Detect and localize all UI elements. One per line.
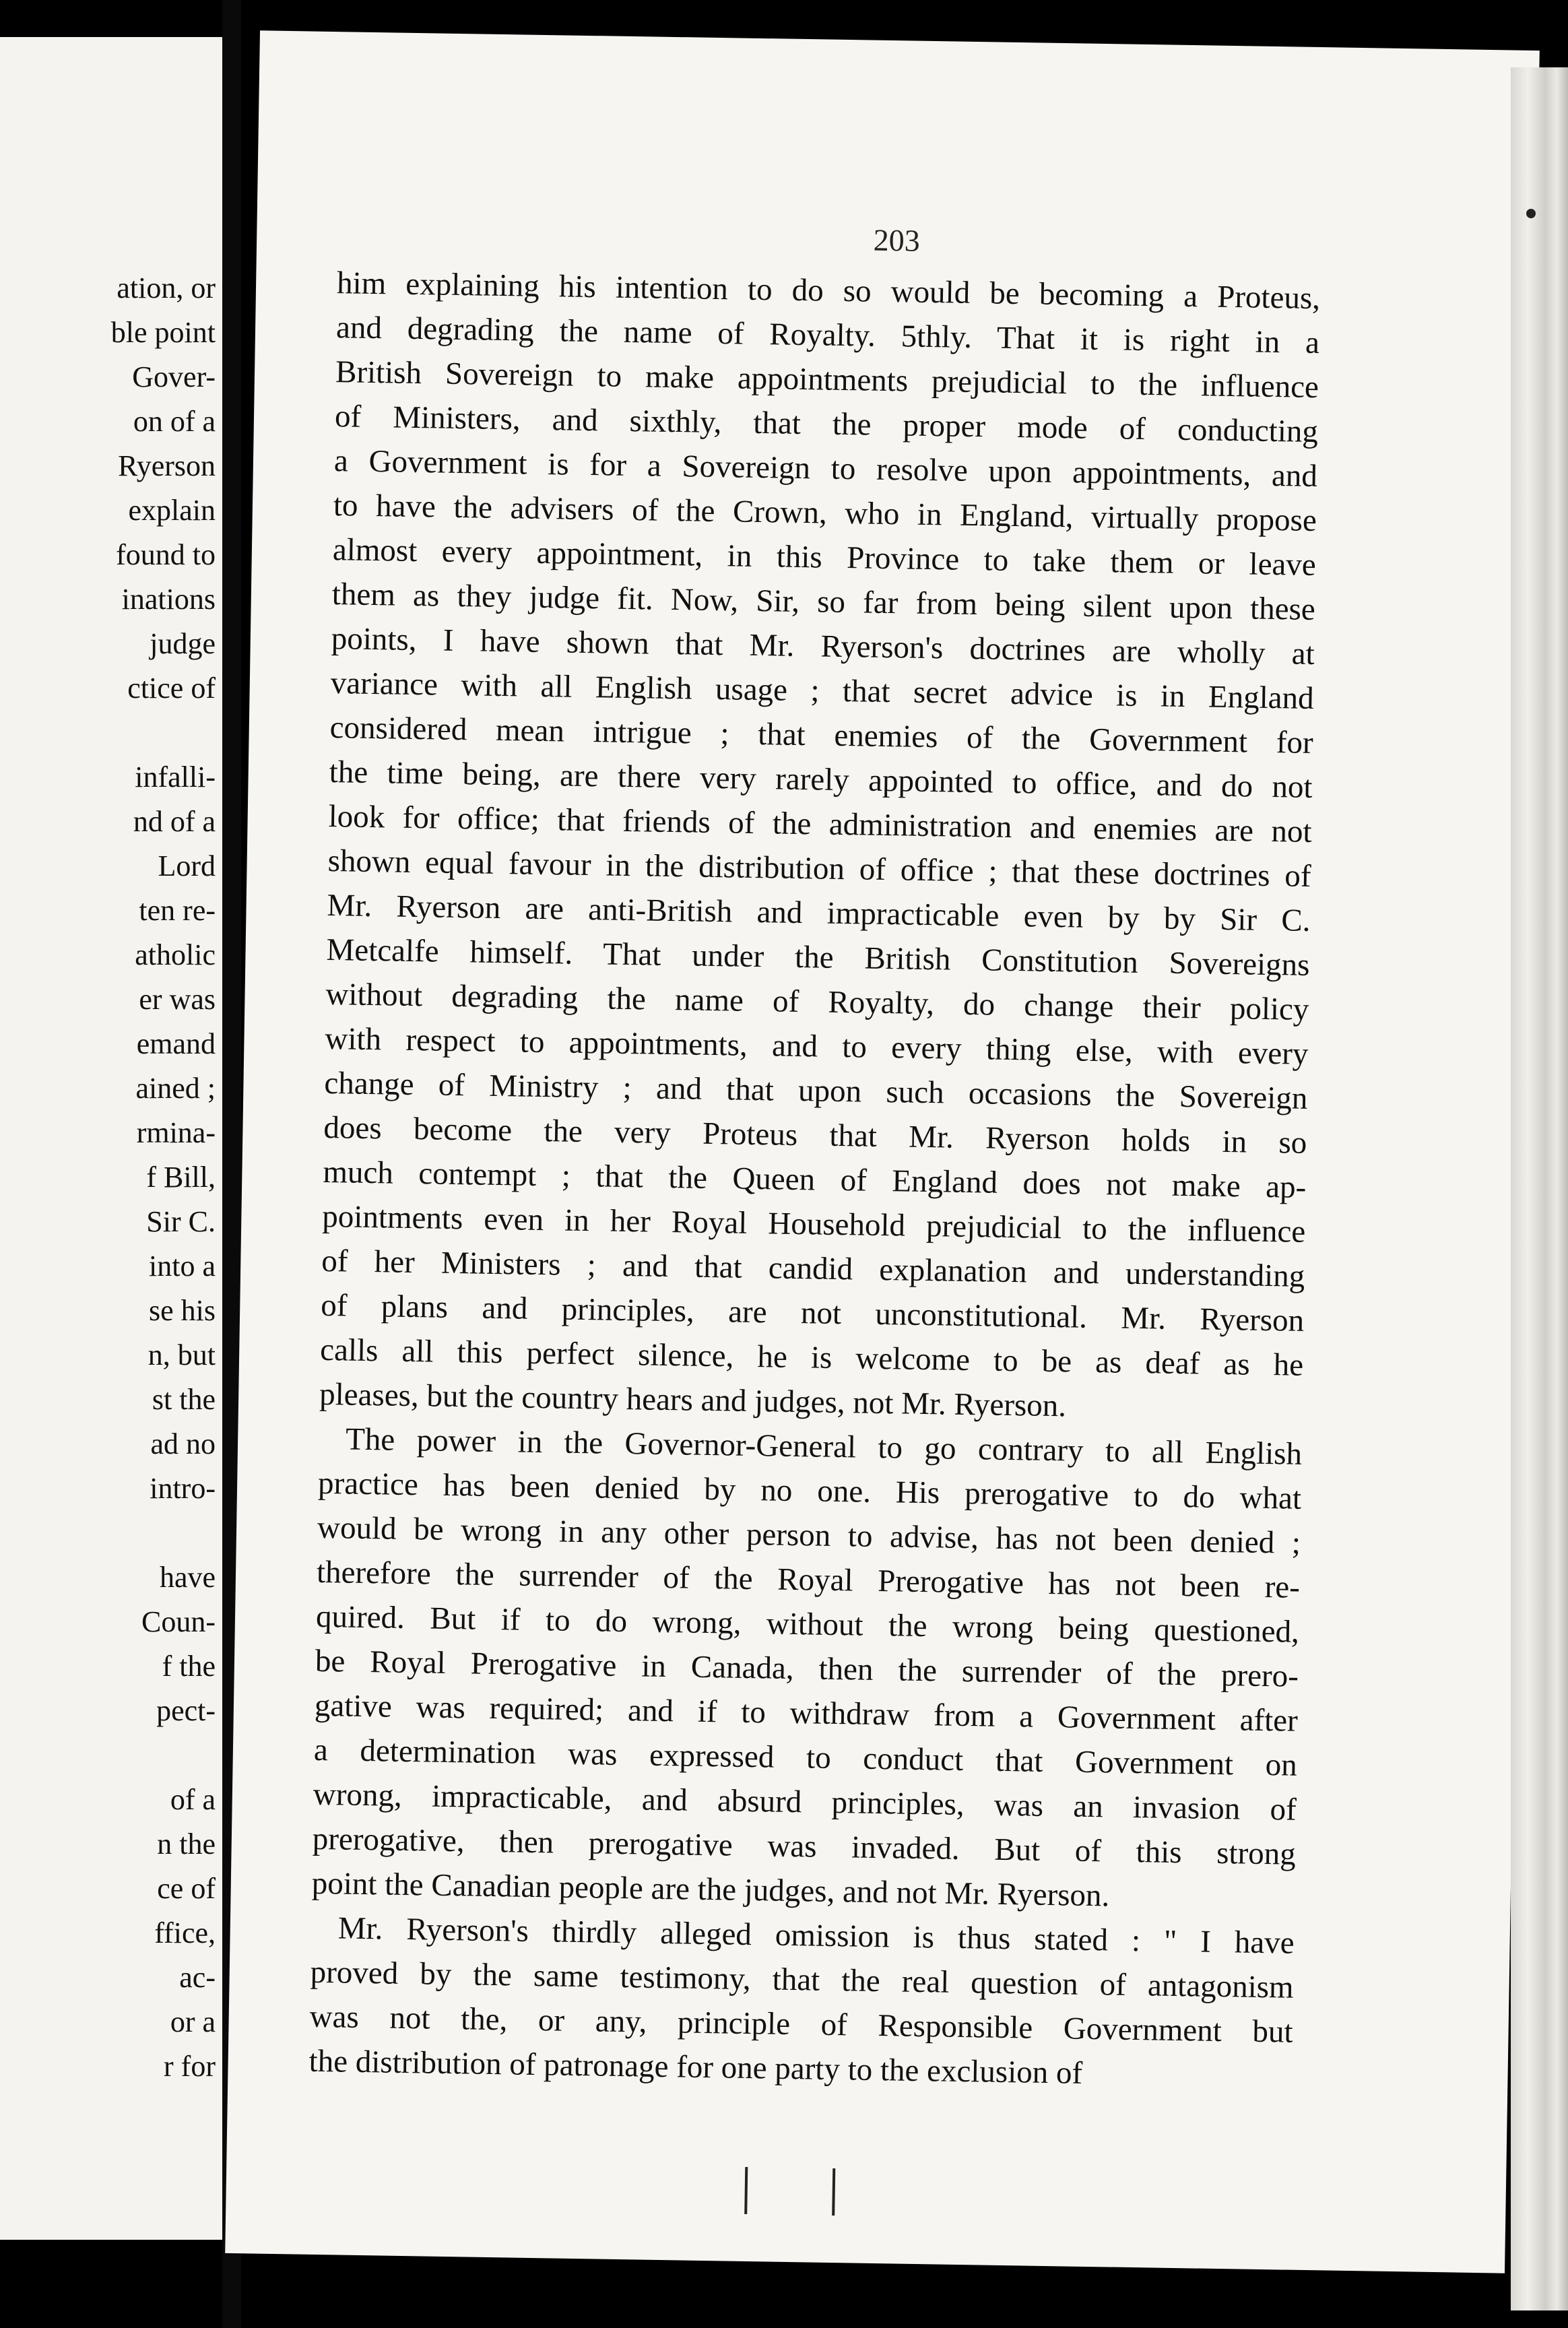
page-number: 203 (873, 222, 921, 258)
text-line: points, I have shown that Mr. Ryerson's doctrines are wholly at (331, 621, 1315, 672)
margin-mark (832, 2168, 835, 2216)
previous-page-line: judge (150, 627, 216, 660)
previous-page-fragment (0, 37, 222, 2240)
text-line: of plans and principles, are not unconstitutional. Mr. Ryerson (320, 1287, 1305, 1338)
text-line: with respect to appointments, and to every thing else, with every (325, 1021, 1309, 1072)
page-body-text (308, 261, 1320, 2099)
previous-page-line: infalli- (135, 761, 216, 794)
previous-page-line: ce of (157, 1872, 216, 1905)
previous-page-line (0, 1511, 222, 1555)
text-line: a Government is for a Sovereign to resolve upon appointments, and (333, 443, 1318, 494)
text-line: gative was required; and if to withdraw from a Government after (314, 1687, 1299, 1739)
text-line: pointments even in her Royal Household prejudicial to the influence (321, 1198, 1306, 1250)
text-line: to have the advisers of the Crown, who in England, virtually propose (333, 488, 1317, 539)
paragraph (311, 1417, 1302, 1921)
text-line: therefore the surrender of the Royal Prerogative has not been re- (316, 1554, 1301, 1605)
text-line: The power in the Governor-General to go contrary to all English (345, 1421, 1303, 1472)
previous-page-line: ad no (150, 1427, 216, 1460)
previous-page-line: pect- (156, 1694, 216, 1727)
previous-page-line (0, 711, 222, 755)
text-line: without degrading the name of Royalty, do change their policy (325, 976, 1309, 1027)
previous-page-line: ation, or (117, 271, 216, 304)
text-line: almost every appointment, in this Province to take them or leave (332, 532, 1317, 583)
text-line: proved by the same testimony, that the real question of antagonism (310, 1954, 1294, 2005)
text-line: was not the, or any, principle of Responsible Government but (309, 1999, 1293, 2050)
previous-page-line: intro- (150, 1472, 216, 1505)
edge-mark (1526, 209, 1536, 218)
text-line: practice has been denied by no one. His prerogative to do what (317, 1465, 1302, 1516)
previous-page-line: atholic (135, 938, 216, 971)
text-line: and degrading the name of Royalty. 5thly. That it is right in a (335, 310, 1320, 361)
text-line: Mr. Ryerson's thirdly alleged omission is thus stated : " I have (337, 1910, 1295, 1961)
text-line: be Royal Prerogative in Canada, then the surrender of the prero- (315, 1643, 1299, 1694)
previous-page-line: Ryerson (118, 449, 216, 482)
previous-page-line: f Bill, (146, 1161, 216, 1194)
text-line: him explaining his intention to do so would be becoming a Proteus, (336, 265, 1321, 317)
text-line: does become the very Proteus that Mr. Ryerson holds in so (323, 1109, 1307, 1161)
text-line: look for office; that friends of the administration and enemies are not (328, 799, 1312, 849)
text-line: variance with all English usage ; that secret advice is in England (330, 666, 1315, 716)
previous-page-line: n, but (148, 1338, 216, 1371)
previous-page-line: er was (139, 983, 216, 1016)
text-line: quired. But if to do wrong, without the wrong being questioned, (315, 1598, 1300, 1650)
text-line: Metcalfe himself. That under the British Constitution Sovereigns (326, 932, 1310, 983)
previous-page-line: ble point (110, 316, 216, 349)
previous-page-line: emand (136, 1027, 216, 1060)
text-line: of Ministers, and sixthly, that the proper mode of conducting (334, 399, 1319, 450)
previous-page-line (0, 1733, 222, 1778)
previous-page-line: r for (164, 2050, 216, 2083)
text-line: British Sovereign to make appointments prejudicial to the influence (335, 354, 1319, 406)
previous-page-line: Sir C. (146, 1205, 216, 1238)
previous-page-line: nd of a (133, 805, 216, 838)
text-line: much contempt ; that the Queen of England does not make ap- (323, 1154, 1307, 1205)
previous-page-line: Lord (158, 849, 216, 882)
previous-page-line: ffice, (154, 1916, 216, 1949)
previous-page-line: se his (149, 1294, 216, 1327)
margin-mark (744, 2167, 748, 2214)
text-line: of her Ministers ; and that candid explanation and understanding (321, 1243, 1305, 1294)
previous-page-line: ten re- (139, 894, 216, 927)
text-line: shown equal favour in the distribution of office ; that these doctrines of (327, 843, 1311, 894)
text-line: change of Ministry ; and that upon such occasions the Sovereign (324, 1065, 1308, 1116)
previous-page-text (0, 266, 222, 2089)
previous-page-line: st the (152, 1383, 216, 1416)
paragraph (308, 1906, 1295, 2099)
paragraph (319, 261, 1321, 1432)
page-stack-edge (1511, 67, 1568, 2310)
text-line: pleases, but the country hears and judges, not Mr. Ryerson. (319, 1376, 1067, 1424)
text-line: considered mean intrigue ; that enemies of the Government for (329, 710, 1314, 761)
text-line: would be wrong in any other person to advise, has not been denied ; (317, 1510, 1301, 1561)
previous-page-line: inations (121, 583, 216, 616)
current-page (225, 30, 1540, 2273)
text-line: point the Canadian people are the judges, and not Mr. Ryerson. (311, 1865, 1110, 1914)
text-line: a determination was expressed to conduct that Government on (313, 1732, 1298, 1783)
text-line: wrong, impracticable, and absurd principles, was an invasion of (313, 1776, 1297, 1828)
previous-page-line: f the (162, 1650, 216, 1683)
text-line: Mr. Ryerson are anti-British and impracticable even by by Sir C. (327, 888, 1311, 938)
previous-page-line: explain (128, 494, 216, 527)
text-line: them as they judge fit. Now, Sir, so far from being silent upon these (331, 577, 1316, 627)
previous-page-line: rmina- (136, 1116, 216, 1149)
text-line: the time being, are there very rarely appointed to office, and do not (329, 754, 1313, 805)
previous-page-line: ctice of (127, 672, 216, 705)
text-line: prerogative, then prerogative was invaded. But of this strong (312, 1821, 1297, 1872)
previous-page-line: on of a (133, 405, 216, 438)
previous-page-line: Coun- (141, 1605, 216, 1638)
previous-page-line: ac- (179, 1961, 216, 1994)
previous-page-line: found to (116, 538, 216, 571)
previous-page-line: of a (170, 1783, 216, 1816)
text-line: the distribution of patronage for one party to the exclusion of (308, 2043, 1083, 2091)
previous-page-line: into a (149, 1250, 216, 1283)
previous-page-line: or a (170, 2005, 216, 2038)
previous-page-line: have (159, 1561, 216, 1594)
previous-page-line: ained ; (135, 1072, 216, 1105)
text-line: calls all this perfect silence, he is welcome to be as deaf as he (319, 1332, 1304, 1383)
previous-page-line: Gover- (132, 360, 216, 393)
previous-page-line: n the (157, 1828, 216, 1861)
bottom-margin-marks (226, 2159, 1506, 2233)
